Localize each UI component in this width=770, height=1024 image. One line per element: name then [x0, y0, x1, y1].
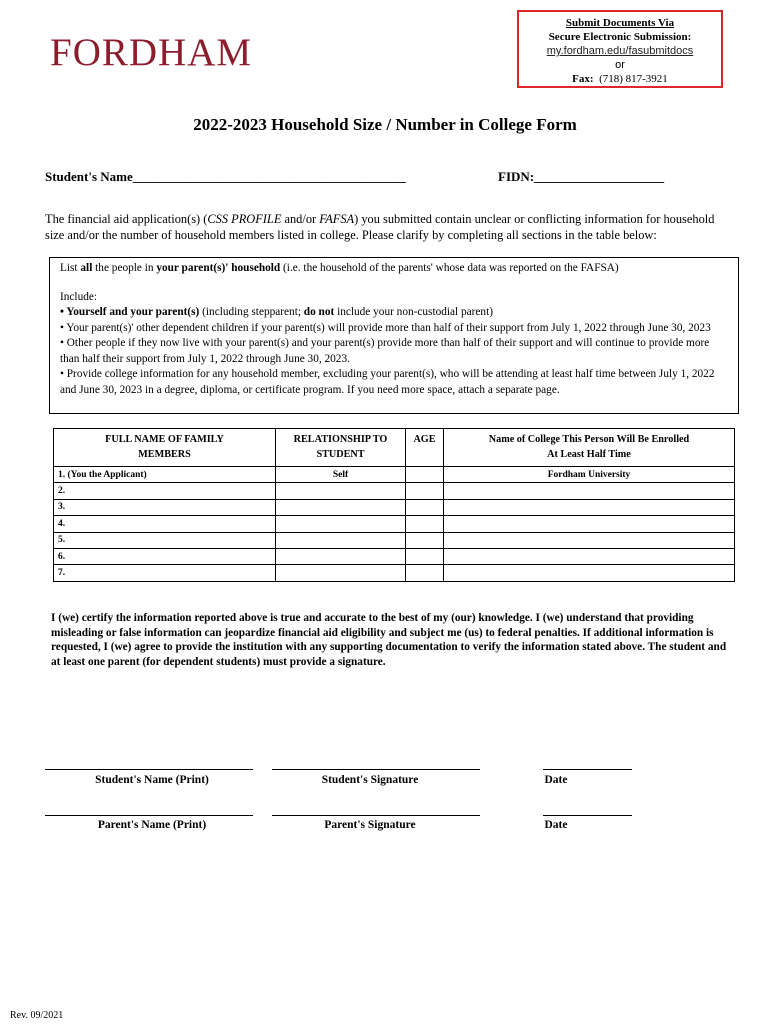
member-name-cell[interactable]: 5.	[54, 532, 276, 548]
college-cell[interactable]	[444, 499, 735, 515]
college-cell[interactable]	[444, 548, 735, 564]
student-name-field[interactable]: Student's Name__________________________________________	[45, 169, 406, 184]
fidn-field[interactable]: FIDN:____________________	[498, 169, 665, 184]
date1-label: Date	[544, 774, 568, 786]
relationship-cell[interactable]	[276, 532, 406, 548]
member-name-cell[interactable]: 1. (You the Applicant)	[54, 467, 276, 483]
header-name-l1: FULL NAME OF FAMILY	[105, 434, 224, 445]
age-cell[interactable]	[406, 499, 444, 515]
submit-line1: Submit Documents Via	[565, 17, 675, 29]
header-full-name	[54, 429, 276, 467]
instr-b1c: do not	[303, 306, 335, 318]
member-name-cell[interactable]: 6.	[54, 548, 276, 564]
intro-fafsa: FAFSA	[319, 212, 355, 226]
revision-note: Rev. 09/2021	[10, 1010, 64, 1021]
table-row	[54, 548, 735, 564]
submit-link[interactable]: my.fordham.edu/fasubmitdocs	[546, 45, 694, 57]
relationship-cell[interactable]	[276, 499, 406, 515]
age-cell[interactable]	[406, 565, 444, 581]
header-college-l1: Name of College This Person Will Be Enrolled	[488, 434, 690, 445]
date2-label: Date	[544, 819, 568, 831]
instr-l1e: (i.e. the household of the parents' whose data was reported on the FAFSA)	[280, 262, 619, 274]
student-name-print-label: Student's Name (Print)	[95, 774, 209, 786]
table-header-row	[54, 429, 735, 467]
intro-p3: ) you submitted contain unclear or conflicting information for household size and/or the number of household members listed in college. Please clarify by completing all sections in the table below:	[45, 212, 715, 242]
table-row	[54, 565, 735, 581]
header-age: AGE	[406, 429, 444, 467]
instructions-bullet-2: • Your parent(s)' other dependent children if your parent(s) will provide more than half of their support from July 1, 2022 through June 30, 2023	[60, 321, 711, 334]
intro-p1: The financial aid application(s) (	[45, 212, 208, 226]
relationship-cell[interactable]	[276, 483, 406, 499]
instr-b1d: include your non-custodial parent)	[334, 306, 493, 318]
fax-line	[519, 72, 721, 86]
college-cell[interactable]	[444, 565, 735, 581]
college-cell[interactable]	[444, 483, 735, 499]
fordham-logo: FORDHAM	[50, 31, 253, 74]
relationship-cell[interactable]	[276, 565, 406, 581]
intro-p2: and/or	[281, 212, 320, 226]
parent-signature-label: Parent's Signature	[324, 819, 416, 831]
header-college-l2: At Least Half Time	[547, 449, 631, 460]
college-cell[interactable]	[444, 532, 735, 548]
certification-text: I (we) certify the information reported above is true and accurate to the best of my (our) knowledge. I (we) understand that providing misleading or false information can jeopardize financial aid eligibility and subject me (us) to federal penalties. If additional information is requested, I (we) agree to provide the institution with any supporting documentation to verify the information stated above. The student and at least one parent (for dependent students) must provide a signature.	[51, 612, 727, 668]
college-cell[interactable]	[444, 516, 735, 532]
instructions-bullet-3: • Other people if they now live with your parent(s) and your parent(s) provide more than half of their support and will continue to provide more than half their support from July 1, 2022 through June 30, 2023.	[60, 337, 710, 365]
submit-or: or	[615, 59, 625, 71]
parent-name-print-label: Parent's Name (Print)	[97, 819, 207, 831]
student-signature-label: Student's Signature	[321, 774, 419, 786]
date1-rule[interactable]	[543, 769, 632, 770]
age-cell[interactable]	[406, 516, 444, 532]
header-rel-l2: STUDENT	[316, 449, 365, 460]
table-row	[54, 499, 735, 515]
table-row	[54, 532, 735, 548]
member-name-cell[interactable]: 7.	[54, 565, 276, 581]
relationship-cell[interactable]	[276, 516, 406, 532]
instructions-bullet-4: • Provide college information for any household member, excluding your parent(s), who will be attending at least half time between July 1, 2022 and June 30, 2023 in a degree, diploma, or certificate program. If you need more space, attach a separate page.	[60, 368, 715, 396]
instr-l1c: the people in	[92, 262, 157, 274]
table-row	[54, 467, 735, 483]
instr-l1d: your parent(s)' household	[156, 262, 281, 274]
relationship-cell[interactable]	[276, 548, 406, 564]
age-cell[interactable]	[406, 548, 444, 564]
age-cell[interactable]	[406, 532, 444, 548]
instr-b1a: • Yourself and your parent(s)	[60, 306, 200, 318]
household-members-table	[53, 428, 735, 582]
member-name-cell[interactable]: 4.	[54, 516, 276, 532]
header-rel-l1: RELATIONSHIP TO	[293, 434, 388, 445]
header-relationship	[276, 429, 406, 467]
student-signature-rule[interactable]	[272, 769, 480, 770]
instr-l1a: List	[60, 262, 81, 274]
date2-rule[interactable]	[543, 815, 632, 816]
member-name-cell[interactable]: 2.	[54, 483, 276, 499]
instr-b1b: (including stepparent;	[199, 306, 304, 318]
instructions-box	[49, 257, 739, 414]
header-college	[444, 429, 735, 467]
parent-name-rule[interactable]	[45, 815, 253, 816]
submit-documents-box	[517, 10, 723, 88]
member-name-cell[interactable]: 3.	[54, 499, 276, 515]
instructions-bullet-1	[60, 305, 728, 321]
table-row	[54, 516, 735, 532]
fax-number: (718) 817-3921	[599, 73, 668, 85]
parent-signature-rule[interactable]	[272, 815, 480, 816]
college-cell[interactable]: Fordham University	[444, 467, 735, 483]
intro-css: CSS PROFILE	[207, 212, 282, 226]
instructions-list-line	[60, 261, 728, 277]
table-row	[54, 483, 735, 499]
age-cell[interactable]	[406, 483, 444, 499]
instr-l1b: all	[80, 262, 93, 274]
instructions-include: Include:	[60, 290, 98, 303]
age-cell[interactable]	[406, 467, 444, 483]
intro-paragraph	[45, 211, 735, 243]
relationship-cell[interactable]: Self	[276, 467, 406, 483]
student-name-rule[interactable]	[45, 769, 253, 770]
header-name-l2: MEMBERS	[138, 449, 191, 460]
form-title: 2022-2023 Household Size / Number in College Form	[193, 115, 577, 134]
fax-label: Fax:	[572, 73, 594, 85]
submit-line2: Secure Electronic Submission:	[548, 31, 692, 43]
